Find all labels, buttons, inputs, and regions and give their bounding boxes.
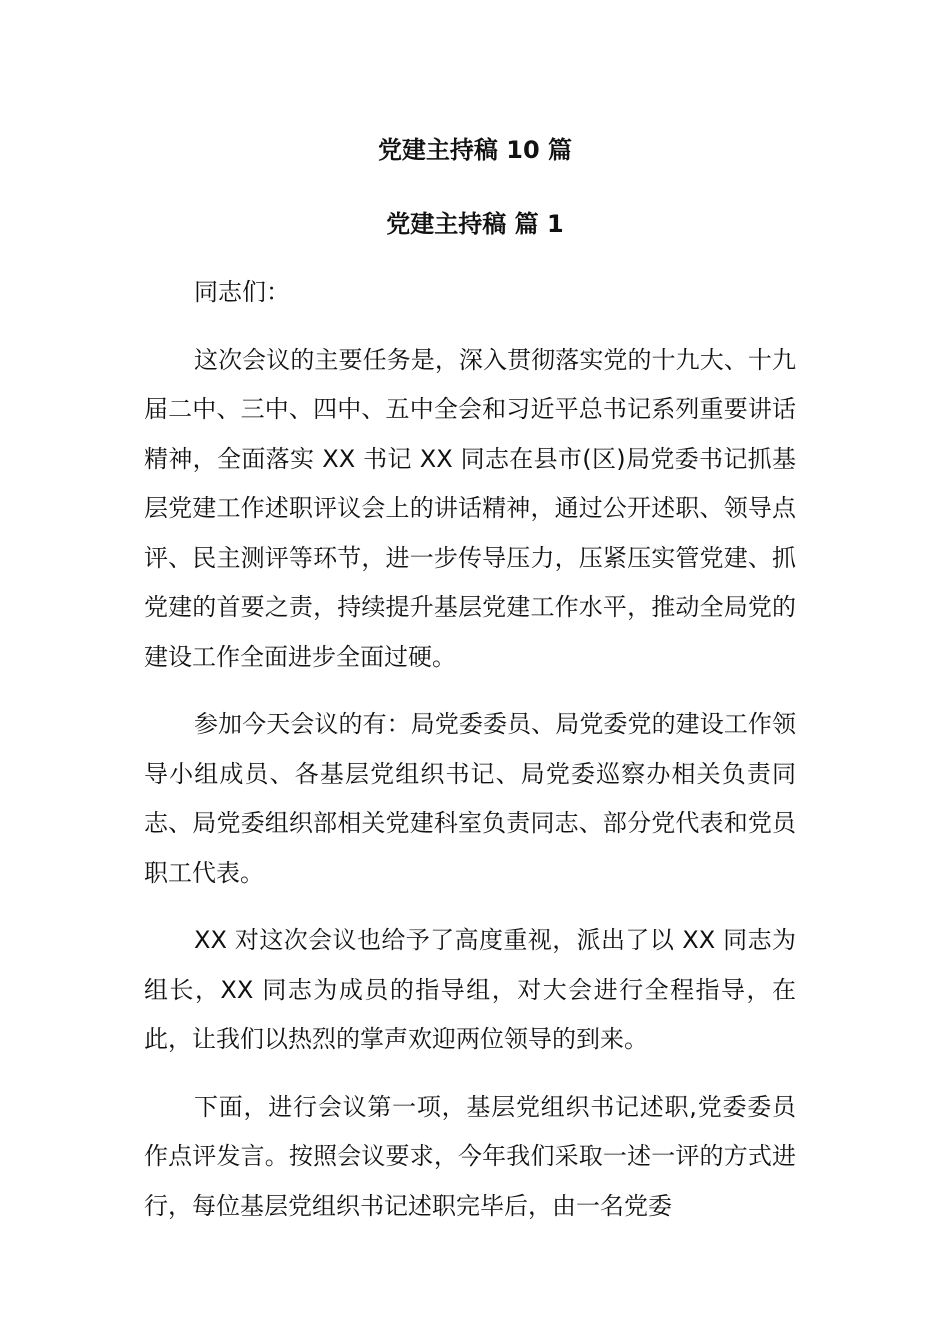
paragraph-main-task: 这次会议的主要任务是，深入贯彻落实党的十九大、十九届二中、三中、四中、五中全会和习近平总书记系列重要讲话精神，全面落实 XX 书记 XX 同志在县市(区)局党委书记抓基层党建工作述职评议会上的讲话精神，通过公开述职、领导点评、民主测评等环节，进一步传导压力，压紧压实管党建、抓党建的首要之责，持续提升基层党建工作水平，推动全局党的建设工作全面进步全面过硬。	[144, 345, 796, 671]
document-title: 党建主持稿 10 篇	[377, 136, 573, 164]
section-title: 党建主持稿 篇 1	[386, 210, 564, 238]
paragraph-agenda-item-one: 下面，进行会议第一项，基层党组织书记述职,党委委员作点评发言。按照会议要求，今年我们采取一述一评的方式进行，每位基层党组织书记述职完毕后，由一名党委	[144, 1092, 796, 1220]
paragraph-guidance-team: XX 对这次会议也给予了高度重视，派出了以 XX 同志为组长，XX 同志为成员的指导组，对大会进行全程指导，在此，让我们以热烈的掌声欢迎两位领导的到来。	[144, 926, 796, 1053]
document-body	[144, 268, 796, 1249]
paragraph-salutation: 同志们：	[194, 278, 290, 306]
paragraph-attendees: 参加今天会议的有：局党委委员、局党委党的建设工作领导小组成员、各基层党组织书记、局党委巡察办相关负责同志、局党委组织部相关党建科室负责同志、部分党代表和党员职工代表。	[144, 710, 796, 887]
